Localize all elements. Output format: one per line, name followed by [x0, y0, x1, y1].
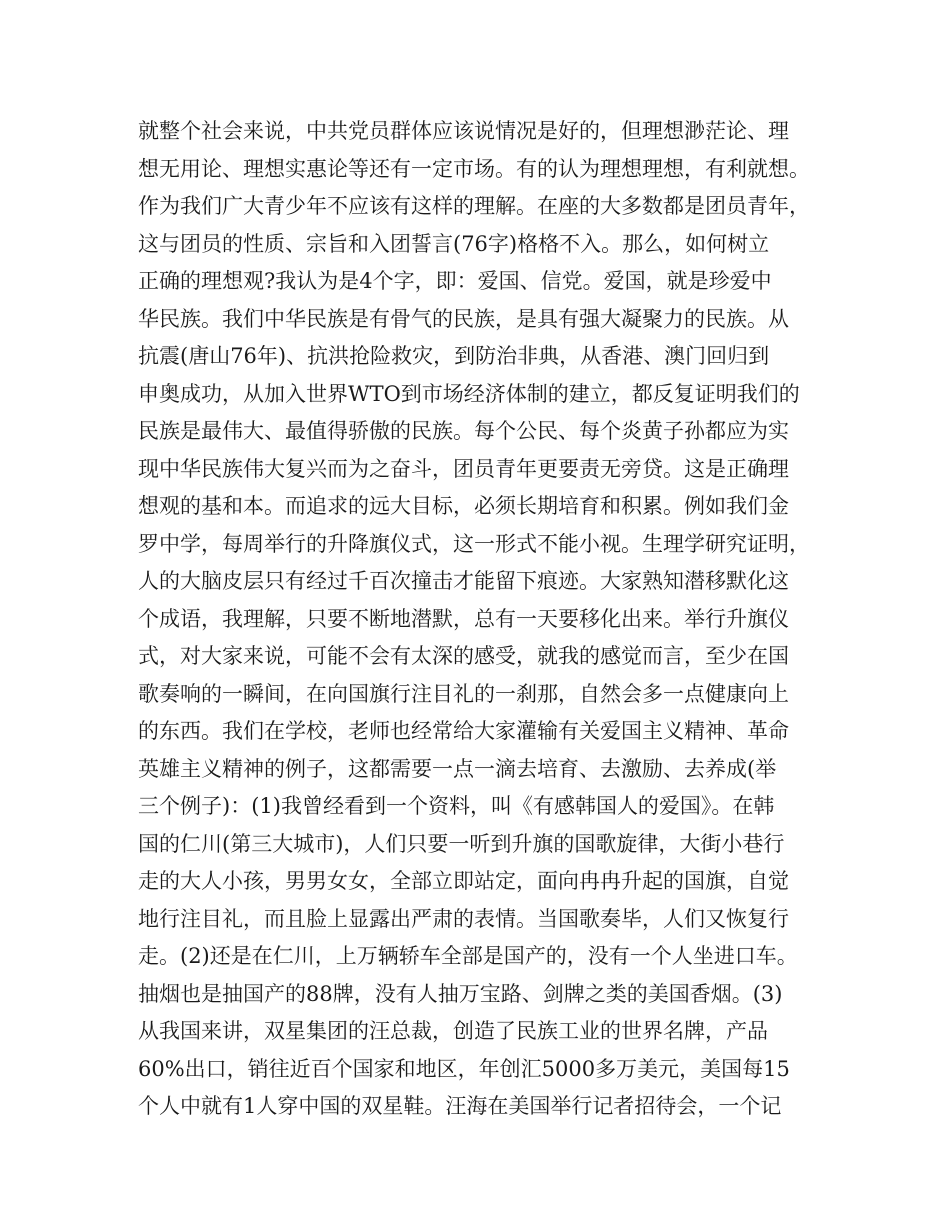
text-line: 抗震(唐山76年)、抗洪抢险救灾，到防治非典，从香港、澳门回归到	[138, 344, 770, 368]
text-line: 英雄主义精神的例子，这都需要一点一滴去培育、去激励、去养成(举	[138, 756, 777, 781]
text-line: 60%出口，销往近百个国家和地区，年创汇5000多万美元，美国每15	[138, 1056, 790, 1081]
text-line: 抽烟也是抽国产的88牌，没有人抽万宝路、剑牌之类的美国香烟。(3)	[138, 981, 783, 1006]
text-line: 歌奏响的一瞬间，在向国旗行注目礼的一刹那，自然会多一点健康向上	[138, 681, 789, 706]
text-line: 现中华民族伟大复兴而为之奋斗，团员青年更要责无旁贷。这是正确理	[138, 456, 789, 481]
text-line: 人的大脑皮层只有经过千百次撞击才能留下痕迹。大家熟知潜移默化这	[138, 569, 789, 593]
text-line: 华民族。我们中华民族是有骨气的民族，是具有强大凝聚力的民族。从	[138, 306, 789, 331]
text-line: 这与团员的性质、宗旨和入团誓言(76字)格格不入。那么，如何树立	[138, 231, 770, 256]
text-line: 从我国来讲，双星集团的汪总裁，创造了民族工业的世界名牌，产品	[138, 1019, 768, 1043]
text-line: 就整个社会来说，中共党员群体应该说情况是好的，但理想渺茫论、理	[138, 119, 789, 143]
text-line: 式，对大家来说，可能不会有太深的感受，就我的感觉而言，至少在国	[138, 644, 789, 668]
text-line: 罗中学，每周举行的升降旗仪式，这一形式不能小视。生理学研究证明，	[138, 531, 810, 556]
text-line: 作为我们广大青少年不应该有这样的理解。在座的大多数都是团员青年，	[138, 194, 810, 218]
text-line: 三个例子)：(1)我曾经看到一个资料，叫《有感韩国人的爱国》。在韩	[138, 794, 775, 818]
text-line: 民族是最伟大、最值得骄傲的民族。每个公民、每个炎黄子孙都应为实	[138, 419, 789, 443]
text-line: 国的仁川(第三大城市)，人们只要一听到升旗的国歌旋律，大街小巷行	[138, 831, 785, 856]
text-line: 申奥成功，从加入世界WTO到市场经济体制的建立，都反复证明我们的	[138, 381, 800, 406]
body-text	[138, 113, 838, 1126]
text-line: 想无用论、理想实惠论等还有一定市场。有的认为理想理想，有利就想。	[138, 156, 810, 181]
text-line: 走。(2)还是在仁川，上万辆轿车全部是国产的，没有一个人坐进口车。	[138, 944, 798, 968]
text-line: 个人中就有1人穿中国的双星鞋。汪海在美国举行记者招待会，一个记	[138, 1094, 782, 1118]
text-line: 个成语，我理解，只要不断地潜默，总有一天要移化出来。举行升旗仪	[138, 606, 789, 631]
text-line: 走的大人小孩，男男女女，全部立即站定，面向冉冉升起的国旗，自觉	[138, 869, 789, 893]
text-line: 正确的理想观?我认为是4个字，即：爱国、信党。爱国，就是珍爱中	[138, 269, 772, 293]
text-line: 地行注目礼，而且脸上显露出严肃的表情。当国歌奏毕，人们又恢复行	[138, 906, 789, 931]
text-line: 想观的基和本。而追求的远大目标，必须长期培育和积累。例如我们金	[138, 494, 789, 518]
text-line: 的东西。我们在学校，老师也经常给大家灌输有关爱国主义精神、革命	[138, 719, 789, 743]
